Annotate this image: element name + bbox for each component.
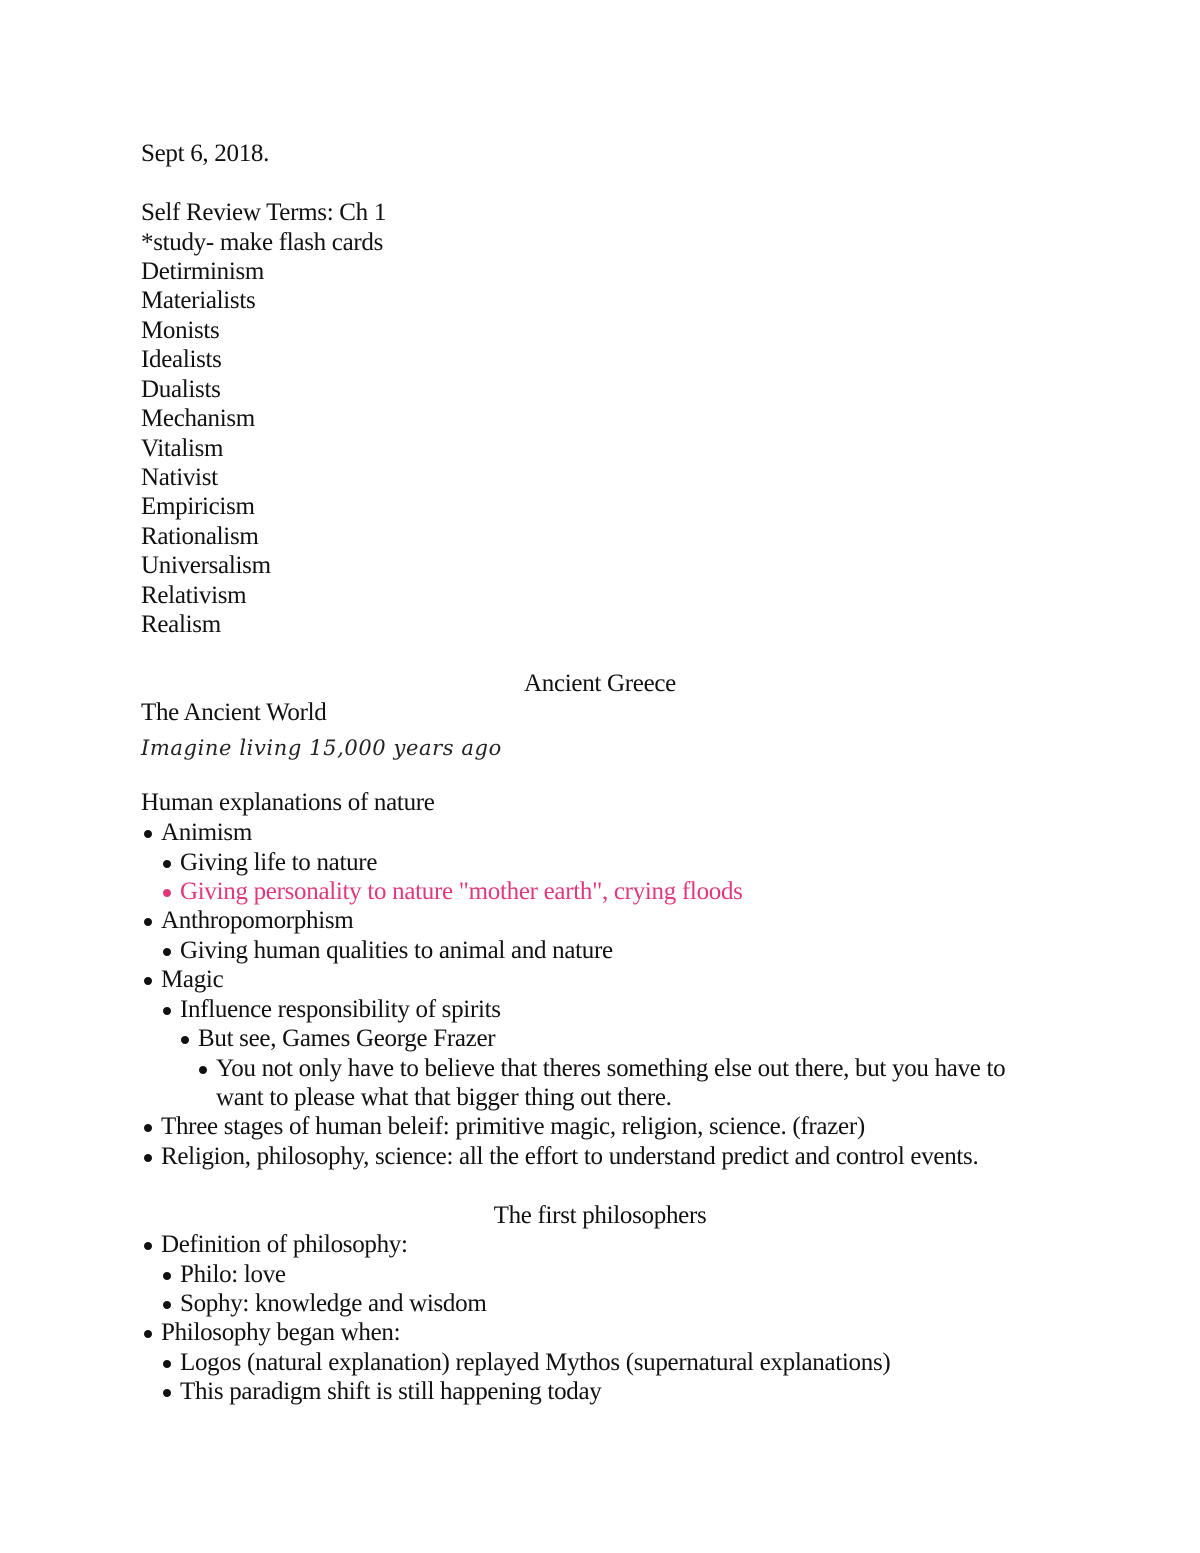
section-subtitle: The Ancient World (141, 699, 327, 726)
bullet-dot (163, 1360, 171, 1368)
review-term: Vitalism (141, 435, 224, 462)
bullet-dot (144, 830, 152, 838)
list-item-highlighted: Giving personality to nature "mother earth", crying floods (180, 878, 743, 905)
review-heading: Self Review Terms: Ch 1 (141, 199, 387, 226)
bullet-dot (144, 1124, 152, 1132)
bullet-dot (144, 1330, 152, 1338)
review-term: Empiricism (141, 493, 255, 520)
review-note: *study- make flash cards (141, 229, 384, 256)
list-item: Religion, philosophy, science: all the effort to understand predict and control events. (161, 1143, 979, 1170)
list-item: Giving life to nature (180, 849, 378, 876)
review-term: Nativist (141, 464, 218, 491)
italic-note: Imagine living 15,000 years ago (141, 736, 502, 760)
review-term: Dualists (141, 376, 221, 403)
list-item: Animism (161, 819, 252, 846)
bullet-dot (144, 1154, 152, 1162)
list-item: This paradigm shift is still happening today (180, 1378, 602, 1405)
bullet-dot (144, 1242, 152, 1250)
list-item: Anthropomorphism (161, 907, 354, 934)
review-term: Materialists (141, 287, 256, 314)
date-line: Sept 6, 2018. (141, 140, 270, 167)
bullet-dot (163, 1301, 171, 1309)
bullet-dot (163, 948, 171, 956)
bullet-dot (163, 1389, 171, 1397)
bullet-dot (163, 1007, 171, 1015)
review-term: Mechanism (141, 405, 255, 432)
bullet-dot (163, 889, 171, 897)
list-item: Three stages of human beleif: primitive magic, religion, science. (frazer) (161, 1113, 865, 1140)
list-item: Philosophy began when: (161, 1319, 401, 1346)
bullet-dot (144, 918, 152, 926)
list-item-continuation: want to please what that bigger thing out there. (216, 1084, 672, 1111)
review-term: Rationalism (141, 523, 259, 550)
bullet-dot (144, 977, 152, 985)
list-heading: Human explanations of nature (141, 789, 435, 816)
section-title-first-philosophers: The first philosophers (493, 1202, 707, 1229)
list-item: Sophy: knowledge and wisdom (180, 1290, 487, 1317)
bullet-dot (163, 860, 171, 868)
review-term: Detirminism (141, 258, 265, 285)
list-item: Logos (natural explanation) replayed Mythos (supernatural explanations) (180, 1349, 891, 1376)
review-term: Realism (141, 611, 221, 638)
review-term: Relativism (141, 582, 247, 609)
bullet-dot (163, 1272, 171, 1280)
list-item: You not only have to believe that theres something else out there, but you have to (216, 1055, 1006, 1082)
bullet-dot (199, 1066, 207, 1074)
review-term: Universalism (141, 552, 271, 579)
review-term: Idealists (141, 346, 222, 373)
list-item: But see, Games George Frazer (198, 1025, 496, 1052)
list-item: Influence responsibility of spirits (180, 996, 501, 1023)
bullet-dot (181, 1036, 189, 1044)
list-item: Magic (161, 966, 224, 993)
list-item: Giving human qualities to animal and nature (180, 937, 613, 964)
review-term: Monists (141, 317, 220, 344)
list-item: Philo: love (180, 1261, 286, 1288)
list-item: Definition of philosophy: (161, 1231, 408, 1258)
section-title-ancient-greece: Ancient Greece (524, 670, 676, 697)
